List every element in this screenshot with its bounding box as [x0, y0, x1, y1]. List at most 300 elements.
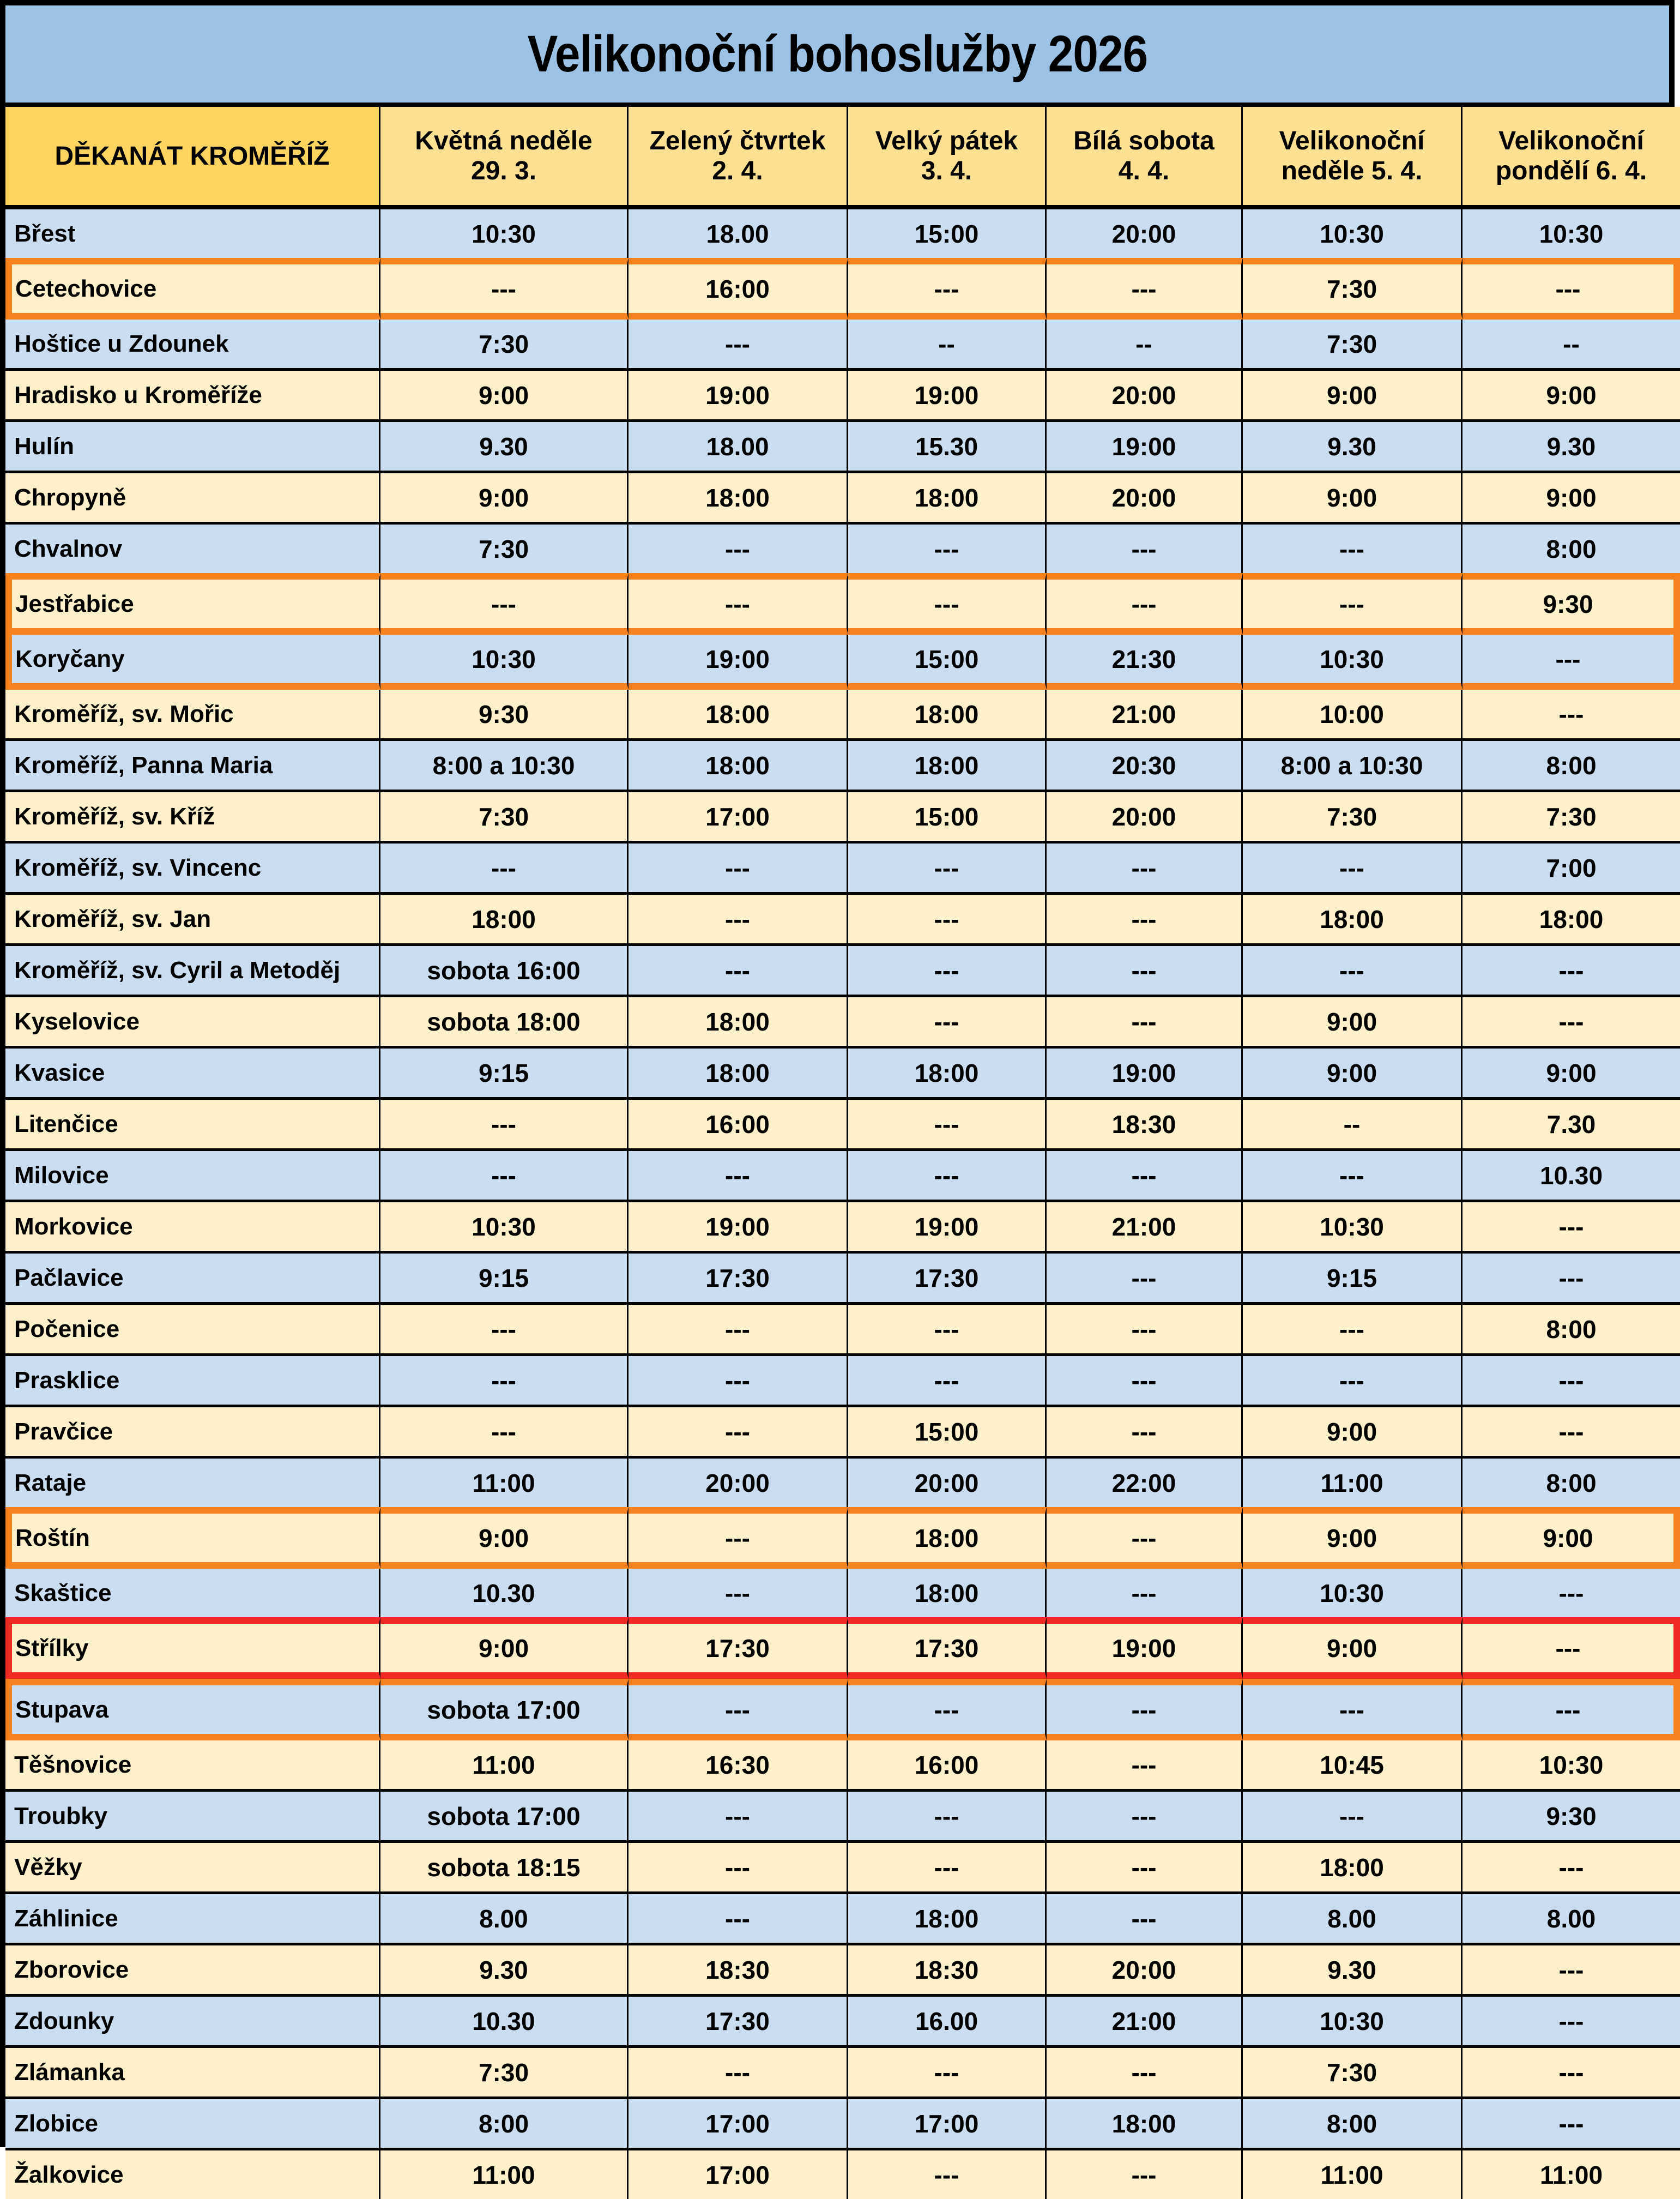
header-cell-deanery: DĚKANÁT KROMĚŘÍŽ	[5, 107, 380, 209]
time-cell: sobota 18:15	[380, 1843, 629, 1894]
time-cell: sobota 16:00	[380, 946, 629, 997]
time-cell: 7:30	[1463, 792, 1680, 844]
time-cell: 22:00	[1047, 1459, 1243, 1507]
time-cell: 10:00	[1243, 690, 1463, 741]
time-cell: 9.30	[380, 422, 629, 473]
time-cell: ---	[848, 1100, 1047, 1151]
time-cell: ---	[629, 1569, 848, 1617]
table-row	[5, 1894, 1680, 1945]
time-cell: 8:00	[1463, 1305, 1680, 1356]
time-cell: 17:30	[629, 1617, 848, 1679]
time-cell: 10.30	[1463, 1151, 1680, 1202]
time-cell: 9:00	[380, 371, 629, 422]
time-cell: ---	[1047, 895, 1243, 946]
time-cell: 19:00	[1047, 1617, 1243, 1679]
table-row	[5, 1305, 1680, 1356]
time-cell: ---	[848, 895, 1047, 946]
time-cell: 18:30	[629, 1945, 848, 1997]
table-row	[5, 422, 1680, 473]
time-cell: 9:00	[1243, 1617, 1463, 1679]
time-cell: ---	[1047, 997, 1243, 1049]
time-cell: 8:00	[380, 2099, 629, 2150]
time-cell: ---	[1463, 1997, 1680, 2048]
table-row	[5, 1407, 1680, 1459]
table-row	[5, 741, 1680, 792]
time-cell: 9:15	[1243, 1254, 1463, 1305]
time-cell: 10:30	[1463, 1740, 1680, 1792]
time-cell: 18:00	[1047, 2099, 1243, 2150]
time-cell: ---	[1463, 1569, 1680, 1617]
time-cell: 10:30	[1243, 635, 1463, 690]
time-cell: 15:00	[848, 792, 1047, 844]
time-cell: ---	[1047, 2150, 1243, 2199]
parish-name: Hoštice u Zdounek	[5, 320, 380, 371]
time-cell: ---	[1463, 997, 1680, 1049]
time-cell: ---	[848, 1305, 1047, 1356]
time-cell: 7:30	[1243, 2048, 1463, 2099]
title-bar	[5, 5, 1669, 107]
parish-name: Cetechovice	[5, 258, 380, 320]
time-cell: 11:00	[380, 1459, 629, 1507]
time-cell: 18:30	[848, 1945, 1047, 1997]
time-cell: ---	[848, 1843, 1047, 1894]
time-cell: 17:30	[629, 1254, 848, 1305]
time-cell: 9:00	[1463, 371, 1680, 422]
time-cell: 17:30	[848, 1254, 1047, 1305]
time-cell: ---	[1047, 1305, 1243, 1356]
time-cell: 17:00	[848, 2099, 1047, 2150]
time-cell: 19:00	[848, 371, 1047, 422]
time-cell: ---	[629, 573, 848, 635]
time-cell: 7:30	[1243, 258, 1463, 320]
time-cell: 11:00	[1243, 1459, 1463, 1507]
time-cell: ---	[629, 895, 848, 946]
time-cell: --	[848, 320, 1047, 371]
parish-name: Koryčany	[5, 635, 380, 690]
parish-name: Jestřabice	[5, 573, 380, 635]
time-cell: 9.30	[380, 1945, 629, 1997]
time-cell: --	[1047, 320, 1243, 371]
time-cell: --	[1463, 320, 1680, 371]
parish-name: Kroměříž, sv. Cyril a Metoděj	[5, 946, 380, 997]
time-cell: ---	[1243, 1679, 1463, 1740]
time-cell: 20:00	[1047, 792, 1243, 844]
parish-name: Zborovice	[5, 1945, 380, 1997]
table-row	[5, 258, 1680, 320]
time-cell: ---	[1243, 1356, 1463, 1407]
time-cell: 9.30	[1243, 422, 1463, 473]
time-cell: 8:00	[1463, 1459, 1680, 1507]
time-cell: 9:30	[1463, 573, 1680, 635]
time-cell: 9:00	[1243, 371, 1463, 422]
parish-name: Skaštice	[5, 1569, 380, 1617]
time-cell: 16:00	[629, 1100, 848, 1151]
time-cell: 15.30	[848, 422, 1047, 473]
parish-name: Pačlavice	[5, 1254, 380, 1305]
time-cell: sobota 17:00	[380, 1679, 629, 1740]
time-cell: ---	[1463, 2048, 1680, 2099]
time-cell: ---	[1243, 1305, 1463, 1356]
time-cell: 18:00	[1243, 895, 1463, 946]
parish-name: Rataje	[5, 1459, 380, 1507]
time-cell: 9:00	[380, 1617, 629, 1679]
time-cell: 9.30	[1463, 422, 1680, 473]
time-cell: 9:15	[380, 1049, 629, 1100]
parish-name: Chvalnov	[5, 525, 380, 573]
time-cell: 18:00	[629, 473, 848, 525]
time-cell: ---	[1047, 573, 1243, 635]
time-cell: ---	[629, 1894, 848, 1945]
table-row	[5, 1100, 1680, 1151]
time-cell: 19:00	[1047, 422, 1243, 473]
table-row	[5, 1049, 1680, 1100]
time-cell: 7:30	[1243, 792, 1463, 844]
table-row	[5, 1945, 1680, 1997]
table-row	[5, 2048, 1680, 2099]
time-cell: --	[1243, 1100, 1463, 1151]
time-cell: 8.00	[1463, 1894, 1680, 1945]
time-cell: ---	[629, 1305, 848, 1356]
time-cell: 9:15	[380, 1254, 629, 1305]
time-cell: 7:30	[380, 525, 629, 573]
time-cell: ---	[1463, 2099, 1680, 2150]
time-cell: 16.00	[848, 1997, 1047, 2048]
time-cell: ---	[1463, 258, 1680, 320]
time-cell: 7:30	[1243, 320, 1463, 371]
time-cell: ---	[1463, 1843, 1680, 1894]
time-cell: 8:00	[1463, 525, 1680, 573]
parish-name: Milovice	[5, 1151, 380, 1202]
time-cell: 10.30	[380, 1997, 629, 2048]
time-cell: 18.00	[629, 209, 848, 258]
time-cell: 19:00	[629, 371, 848, 422]
time-cell: ---	[380, 573, 629, 635]
time-cell: 16:30	[629, 1740, 848, 1792]
time-cell: 18:00	[848, 1894, 1047, 1945]
time-cell: 8.00	[1243, 1894, 1463, 1945]
time-cell: ---	[1463, 1356, 1680, 1407]
header-cell-holy-saturday: Bílá sobota 4. 4.	[1047, 107, 1243, 209]
time-cell: 21:00	[1047, 690, 1243, 741]
time-cell: 9.30	[1243, 1945, 1463, 1997]
parish-name: Zlámanka	[5, 2048, 380, 2099]
time-cell: 19:00	[1047, 1049, 1243, 1100]
time-cell: 18:30	[1047, 1100, 1243, 1151]
time-cell: 11:00	[1463, 2150, 1680, 2199]
table-row	[5, 946, 1680, 997]
parish-name: Žalkovice	[5, 2150, 380, 2199]
time-cell: 17:30	[629, 1997, 848, 2048]
time-cell: 18:00	[1463, 895, 1680, 946]
time-cell: 7:30	[380, 2048, 629, 2099]
time-cell: ---	[629, 946, 848, 997]
parish-name: Roštín	[5, 1507, 380, 1569]
time-cell: 7:30	[380, 792, 629, 844]
time-cell: 20:30	[1047, 741, 1243, 792]
time-cell: 9:30	[1463, 1792, 1680, 1843]
time-cell: 20:00	[1047, 371, 1243, 422]
header-cell-palm-sunday: Květná neděle 29. 3.	[380, 107, 629, 209]
time-cell: 15:00	[848, 1407, 1047, 1459]
time-cell: 9:00	[1243, 1507, 1463, 1569]
time-cell: ---	[629, 2048, 848, 2099]
time-cell: 11:00	[380, 2150, 629, 2199]
time-cell: ---	[1243, 573, 1463, 635]
time-cell: ---	[1463, 1945, 1680, 1997]
page-title: Velikonoční bohoslužby 2026	[527, 25, 1147, 83]
parish-name: Věžky	[5, 1843, 380, 1894]
time-cell: 10.30	[380, 1569, 629, 1617]
time-cell: ---	[1047, 1792, 1243, 1843]
time-cell: ---	[1047, 1507, 1243, 1569]
time-cell: ---	[380, 1305, 629, 1356]
time-cell: 8:00	[1463, 741, 1680, 792]
table-row	[5, 1202, 1680, 1254]
time-cell: 20:00	[1047, 209, 1243, 258]
time-cell: ---	[1047, 1254, 1243, 1305]
time-cell: 17:00	[629, 2099, 848, 2150]
time-cell: 10:30	[1243, 1997, 1463, 2048]
time-cell: 19:00	[629, 1202, 848, 1254]
table-row	[5, 1356, 1680, 1407]
time-cell: ---	[848, 1792, 1047, 1843]
table-row	[5, 690, 1680, 741]
time-cell: ---	[629, 525, 848, 573]
time-cell: 10:30	[380, 635, 629, 690]
time-cell: 15:00	[848, 635, 1047, 690]
parish-name: Hradisko u Kroměříže	[5, 371, 380, 422]
time-cell: ---	[1047, 1740, 1243, 1792]
time-cell: ---	[848, 844, 1047, 895]
parish-name: Troubky	[5, 1792, 380, 1843]
parish-name: Těšnovice	[5, 1740, 380, 1792]
table-row	[5, 635, 1680, 690]
time-cell: ---	[848, 2150, 1047, 2199]
time-cell: ---	[1463, 1254, 1680, 1305]
time-cell: 19:00	[629, 635, 848, 690]
time-cell: ---	[1463, 1202, 1680, 1254]
time-cell: 7:00	[1463, 844, 1680, 895]
time-cell: ---	[380, 844, 629, 895]
time-cell: ---	[1243, 946, 1463, 997]
parish-name: Litenčice	[5, 1100, 380, 1151]
time-cell: 19:00	[848, 1202, 1047, 1254]
time-cell: ---	[1047, 258, 1243, 320]
time-cell: 18:00	[380, 895, 629, 946]
table-row	[5, 1507, 1680, 1569]
time-cell: ---	[1243, 1792, 1463, 1843]
table-row	[5, 792, 1680, 844]
time-cell: 17:00	[629, 792, 848, 844]
time-cell: 10:30	[380, 209, 629, 258]
time-cell: ---	[629, 1679, 848, 1740]
time-cell: 18:00	[848, 1569, 1047, 1617]
time-cell: ---	[848, 1151, 1047, 1202]
time-cell: 9:00	[380, 473, 629, 525]
time-cell: 20:00	[848, 1459, 1047, 1507]
table-body	[5, 209, 1680, 2199]
time-cell: sobota 18:00	[380, 997, 629, 1049]
parish-name: Kroměříž, sv. Vincenc	[5, 844, 380, 895]
time-cell: 9:00	[1463, 473, 1680, 525]
parish-name: Kroměříž, sv. Kříž	[5, 792, 380, 844]
time-cell: 9:00	[380, 1507, 629, 1569]
time-cell: ---	[848, 2048, 1047, 2099]
time-cell: 8:00	[1243, 2099, 1463, 2150]
parish-name: Břest	[5, 209, 380, 258]
time-cell: 9:00	[1463, 1507, 1680, 1569]
time-cell: ---	[1463, 1617, 1680, 1679]
parish-name: Kvasice	[5, 1049, 380, 1100]
parish-name: Počenice	[5, 1305, 380, 1356]
time-cell: ---	[1047, 946, 1243, 997]
time-cell: ---	[1047, 1151, 1243, 1202]
time-cell: ---	[1047, 1843, 1243, 1894]
time-cell: ---	[380, 258, 629, 320]
header-cell-good-friday: Velký pátek 3. 4.	[848, 107, 1047, 209]
table-row	[5, 371, 1680, 422]
parish-name: Hulín	[5, 422, 380, 473]
time-cell: sobota 17:00	[380, 1792, 629, 1843]
time-cell: 18.00	[629, 422, 848, 473]
time-cell: ---	[380, 1151, 629, 1202]
time-cell: 10:30	[1243, 1202, 1463, 1254]
parish-name: Záhlinice	[5, 1894, 380, 1945]
time-cell: ---	[1463, 946, 1680, 997]
table-row	[5, 1843, 1680, 1894]
time-cell: 10:45	[1243, 1740, 1463, 1792]
parish-name: Zlobice	[5, 2099, 380, 2150]
table-row	[5, 1617, 1680, 1679]
parish-name: Chropyně	[5, 473, 380, 525]
time-cell: 11:00	[380, 1740, 629, 1792]
time-cell: 7.30	[1463, 1100, 1680, 1151]
time-cell: ---	[1047, 2048, 1243, 2099]
services-table	[5, 107, 1680, 2199]
table-row	[5, 1254, 1680, 1305]
time-cell: ---	[629, 844, 848, 895]
time-cell: 18:00	[629, 997, 848, 1049]
time-cell: 21:00	[1047, 1997, 1243, 2048]
time-cell: ---	[380, 1100, 629, 1151]
time-cell: 10:30	[380, 1202, 629, 1254]
table-row	[5, 2150, 1680, 2199]
time-cell: 15:00	[848, 209, 1047, 258]
time-cell: ---	[1243, 1151, 1463, 1202]
time-cell: 18:00	[848, 1049, 1047, 1100]
time-cell: 16:00	[848, 1740, 1047, 1792]
time-cell: ---	[629, 1407, 848, 1459]
time-cell: ---	[848, 258, 1047, 320]
time-cell: ---	[1463, 690, 1680, 741]
time-cell: 18:00	[848, 473, 1047, 525]
time-cell: 17:30	[848, 1617, 1047, 1679]
table-row	[5, 997, 1680, 1049]
table-row	[5, 525, 1680, 573]
time-cell: ---	[1243, 525, 1463, 573]
parish-name: Kroměříž, sv. Jan	[5, 895, 380, 946]
parish-name: Prasklice	[5, 1356, 380, 1407]
time-cell: 9:00	[1243, 1407, 1463, 1459]
header-cell-easter-sunday: Velikonoční neděle 5. 4.	[1243, 107, 1463, 209]
time-cell: 18:00	[629, 690, 848, 741]
time-cell: ---	[848, 573, 1047, 635]
time-cell: ---	[1047, 1407, 1243, 1459]
header-row	[5, 107, 1680, 209]
time-cell: 10:30	[1243, 1569, 1463, 1617]
time-cell: 8:00 a 10:30	[380, 741, 629, 792]
table-row	[5, 320, 1680, 371]
time-cell: 20:00	[629, 1459, 848, 1507]
time-cell: ---	[848, 946, 1047, 997]
time-cell: ---	[380, 1407, 629, 1459]
parish-name: Pravčice	[5, 1407, 380, 1459]
time-cell: 18:00	[848, 690, 1047, 741]
time-cell: 10:30	[1463, 209, 1680, 258]
time-cell: ---	[1047, 1356, 1243, 1407]
time-cell: ---	[629, 1151, 848, 1202]
parish-name: Střílky	[5, 1617, 380, 1679]
time-cell: ---	[1047, 1894, 1243, 1945]
time-cell: 16:00	[629, 258, 848, 320]
time-cell: ---	[629, 1843, 848, 1894]
parish-name: Kroměříž, sv. Mořic	[5, 690, 380, 741]
time-cell: 9:00	[1243, 997, 1463, 1049]
table-row	[5, 1151, 1680, 1202]
time-cell: ---	[1047, 1679, 1243, 1740]
time-cell: 7:30	[380, 320, 629, 371]
time-cell: 10:30	[1243, 209, 1463, 258]
time-cell: 18:00	[848, 1507, 1047, 1569]
time-cell: 9:30	[380, 690, 629, 741]
time-cell: 20:00	[1047, 1945, 1243, 1997]
time-cell: 17:00	[629, 2150, 848, 2199]
parish-name: Kyselovice	[5, 997, 380, 1049]
table-row	[5, 209, 1680, 258]
parish-name: Stupava	[5, 1679, 380, 1740]
table-row	[5, 1740, 1680, 1792]
time-cell: ---	[1047, 844, 1243, 895]
time-cell: ---	[629, 1356, 848, 1407]
time-cell: ---	[1463, 1679, 1680, 1740]
table-row	[5, 895, 1680, 946]
time-cell: ---	[1047, 1569, 1243, 1617]
time-cell: 8:00 a 10:30	[1243, 741, 1463, 792]
parish-name: Morkovice	[5, 1202, 380, 1254]
time-cell: 9:00	[1243, 1049, 1463, 1100]
time-cell: 21:30	[1047, 635, 1243, 690]
table-row	[5, 1997, 1680, 2048]
time-cell: ---	[380, 1356, 629, 1407]
time-cell: 18:00	[629, 741, 848, 792]
header-cell-easter-monday: Velikonoční pondělí 6. 4.	[1463, 107, 1680, 209]
time-cell: 11:00	[1243, 2150, 1463, 2199]
header-cell-maundy-thursday: Zelený čtvrtek 2. 4.	[629, 107, 848, 209]
time-cell: ---	[629, 1792, 848, 1843]
table-row	[5, 1792, 1680, 1843]
table-row	[5, 2099, 1680, 2150]
time-cell: 21:00	[1047, 1202, 1243, 1254]
time-cell: 18:00	[1243, 1843, 1463, 1894]
parish-name: Zdounky	[5, 1997, 380, 2048]
parish-name: Kroměříž, Panna Maria	[5, 741, 380, 792]
table-row	[5, 1459, 1680, 1507]
time-cell: ---	[1463, 635, 1680, 690]
time-cell: ---	[1243, 844, 1463, 895]
time-cell: ---	[1463, 1407, 1680, 1459]
time-cell: ---	[629, 1507, 848, 1569]
table-row	[5, 573, 1680, 635]
